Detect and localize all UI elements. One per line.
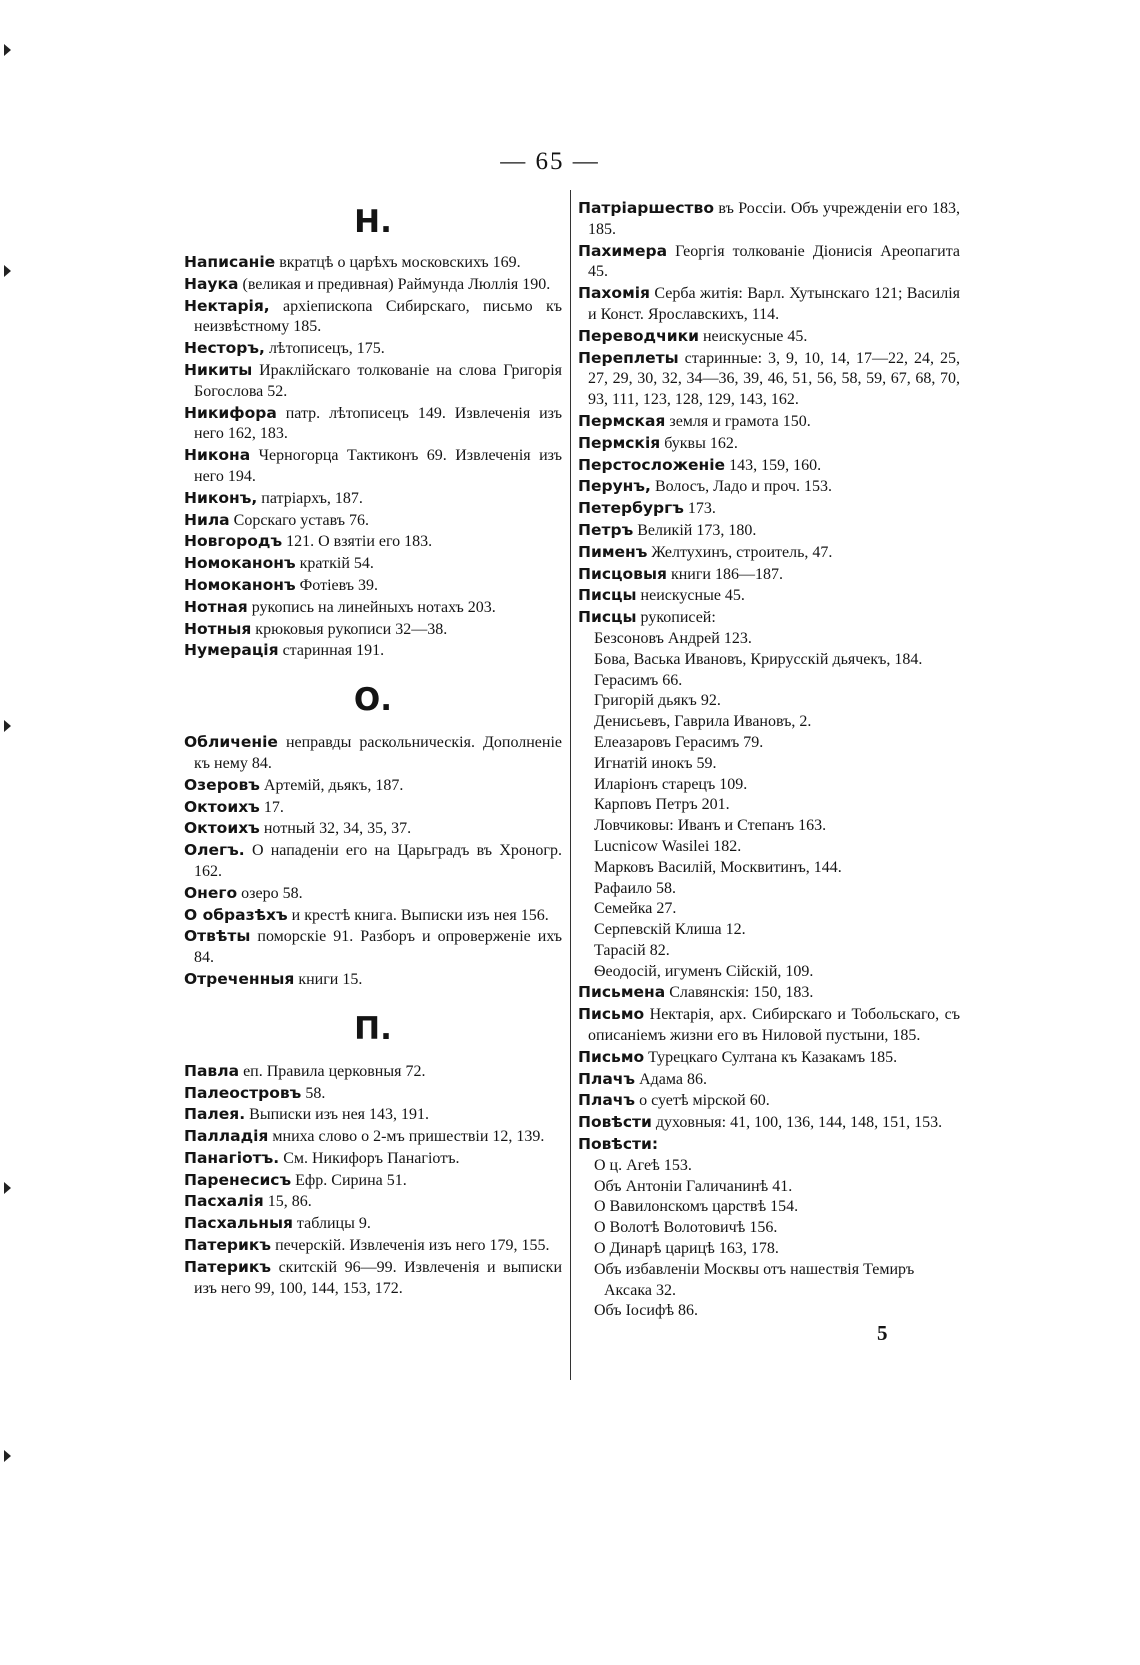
entry-headword: Новгородъ [184, 532, 283, 551]
entry-headword: Пасхальныя [184, 1214, 293, 1233]
entry-text: озеро 58. [241, 884, 303, 902]
index-entry [184, 883, 562, 905]
right-column [578, 198, 960, 1322]
entry-headword: Плачъ [578, 1069, 636, 1088]
index-entry [578, 982, 960, 1004]
index-entry [184, 296, 562, 339]
entry-text: старинная 191. [282, 642, 385, 660]
entry-headword: Пахимера [578, 241, 668, 260]
entry-headword: Петербургъ [578, 499, 684, 518]
entry-text: Георгія толкованіе Діонисія Ареопагита 45. [588, 242, 961, 281]
entry-text: въ Россіи. Объ учрежденіи его 183, 185. [588, 200, 960, 238]
entry-headword: Никонъ, [184, 488, 258, 507]
entry-headword: Писцы [578, 586, 637, 605]
entry-text: Фотіевъ 39. [299, 576, 379, 594]
entry-text: Волосъ, Ладо и проч. 153. [654, 478, 833, 496]
entry-headword: Отвѣты [184, 927, 251, 946]
entry-headword: Патріаршество [578, 199, 714, 217]
tale-item: Объ избавленіи Москвы отъ нашествія Темиръ Аксака 32. [594, 1260, 915, 1299]
entry-text: Выписки изъ нея 143, 191. [249, 1106, 430, 1124]
scribe-item: Елеазаровъ Герасимъ 79. [594, 733, 764, 751]
entry-text: Нектарія, арх. Сибирскаго и Тобольскаго, съ описаніемъ жизни его въ Ниловой пустыни, 185. [588, 1006, 960, 1045]
entry-headword: Петръ [578, 520, 634, 539]
index-entry [184, 840, 562, 883]
scribe-item: Герасимъ 66. [594, 671, 683, 689]
entry-text: О нападеніи его на Царьградъ въ Хроногр. 162. [194, 842, 562, 880]
entry-text: мниха слово о 2-мъ пришествіи 12, 139. [272, 1128, 545, 1146]
index-entry [184, 252, 562, 274]
entry-headword: Несторъ, [184, 339, 265, 358]
index-entry [578, 1134, 960, 1156]
entry-text: 173. [687, 500, 716, 518]
entry-headword: Пасхалія [184, 1192, 264, 1211]
entry-headword: Палея. [184, 1105, 246, 1124]
index-entry [578, 1004, 960, 1047]
entry-headword: Октоихъ [184, 819, 260, 838]
index-entry [578, 607, 960, 629]
index-entry [184, 1126, 562, 1148]
index-entry [578, 241, 960, 284]
entry-headword: Нотныя [184, 619, 252, 638]
index-entry [184, 575, 562, 597]
entry-text: крюковыя рукописи 32—38. [255, 620, 448, 638]
margin-mark-icon [4, 720, 11, 732]
scribe-item: Григорій дьякъ 92. [594, 692, 721, 710]
scribe-item: Серпевскій Клиша 12. [594, 921, 746, 939]
entry-text: (великая и предивная) Раймунда Люллія 190. [242, 275, 551, 293]
index-entry [184, 553, 562, 575]
index-entry [184, 1148, 562, 1170]
entry-text: еп. Правила церковныя 72. [243, 1062, 426, 1080]
left-column [184, 198, 562, 1299]
entry-headword: Пахомія [578, 284, 651, 303]
index-entry [184, 597, 562, 619]
entry-headword: Панагіотъ. [184, 1148, 280, 1167]
entry-headword: Переводчики [578, 326, 699, 345]
entry-text: Черногорца Тактиконъ 69. Извлеченія изъ него 194. [194, 447, 562, 485]
index-entry [578, 498, 960, 520]
entry-text: о суетѣ мірской 60. [639, 1092, 770, 1110]
entry-text: нотный 32, 34, 35, 37. [263, 820, 412, 838]
index-entry [578, 564, 960, 586]
entry-headword: Отреченныя [184, 969, 295, 988]
entry-text: Адама 86. [639, 1070, 707, 1088]
scribe-item: Денисьевъ, Гаврила Ивановъ, 2. [594, 713, 812, 731]
entry-headword: Нумерація [184, 641, 279, 660]
entry-headword: Нила [184, 510, 230, 529]
entry-text: Артемій, дьякъ, 187. [263, 776, 404, 794]
entry-headword: Палеостровъ [184, 1083, 302, 1102]
entry-text: Серба житія: Варл. Хутынскаго 121; Василія и Конст. Ярославскихъ, 114. [588, 285, 960, 323]
entry-text: и крестѣ книга. Выписки изъ нея 156. [291, 906, 549, 924]
index-entry [184, 1213, 562, 1235]
index-entry [184, 488, 562, 510]
index-entry [184, 1061, 562, 1083]
margin-mark-icon [4, 265, 11, 277]
index-entry [578, 476, 960, 498]
entry-headword: Пермскія [578, 433, 661, 452]
entry-text: патріархъ, 187. [261, 489, 363, 507]
entry-text: архіепископа Сибирскаго, письмо къ неизвѣстному 185. [194, 297, 563, 336]
entry-text: 15, 86. [267, 1193, 312, 1211]
index-entry [184, 445, 562, 488]
entry-text: 17. [263, 798, 284, 816]
index-entry [578, 542, 960, 564]
entry-headword: Номоканонъ [184, 575, 296, 594]
index-entry [184, 531, 562, 553]
entry-text: неискусные 45. [640, 587, 745, 605]
entry-text: таблицы 9. [296, 1215, 371, 1233]
scribe-item: Бова, Васька Ивановъ, Крирусскій дьячекъ, 184. [594, 650, 923, 668]
section-letter-o: О. [353, 682, 393, 719]
index-entry [184, 1170, 562, 1192]
index-entry [184, 905, 562, 927]
index-entry [184, 732, 562, 775]
entry-headword: Письмо [578, 1047, 645, 1066]
index-entry [184, 360, 562, 403]
index-entry [184, 775, 562, 797]
entry-headword: Палладія [184, 1127, 269, 1146]
index-entry [184, 797, 562, 819]
scribe-item: Lucnicow Wasilei 182. [594, 837, 742, 855]
index-entry [184, 1235, 562, 1257]
entry-headword: Плачъ [578, 1091, 636, 1110]
entry-text: печерскій. Извлеченія изъ него 179, 155. [275, 1237, 550, 1255]
entry-text: духовныя: 41, 100, 136, 144, 148, 151, 153. [655, 1114, 943, 1132]
scribe-item: Безсоновъ Андрей 123. [594, 629, 752, 647]
scribe-item: Тарасій 82. [594, 941, 670, 959]
entry-text: Ираклійскаго толкованіе на слова Григорія Богослова 52. [194, 361, 563, 400]
index-entry [184, 274, 562, 296]
entry-headword: Писцы [578, 608, 637, 627]
entry-text: См. Никифоръ Панагіотъ. [283, 1149, 460, 1167]
entry-headword: Павла [184, 1061, 240, 1080]
entry-text: неискусные 45. [702, 327, 808, 345]
tale-item: О Вавилонскомъ царствѣ 154. [594, 1198, 799, 1216]
entry-headword: Письмо [578, 1005, 645, 1024]
column-divider [570, 190, 571, 1380]
index-entry [578, 1069, 960, 1091]
index-entry [184, 1104, 562, 1126]
index-entry [184, 338, 562, 360]
tale-item: Объ Антоніи Галичанинѣ 41. [594, 1177, 793, 1195]
scribe-item: Ѳеодосій, игуменъ Сійскій, 109. [594, 962, 814, 980]
scribe-item: Марковъ Василій, Москвитинъ, 144. [594, 858, 842, 876]
entry-headword: Нотная [184, 597, 248, 616]
entry-text: скитскій 96—99. Извлеченія и выписки изъ него 99, 100, 144, 153, 172. [194, 1258, 562, 1297]
entry-text: Сорскаго уставъ 76. [233, 511, 370, 529]
entry-headword: Обличеніе [184, 733, 278, 752]
index-entry [184, 403, 562, 446]
entry-text: рукописей: [640, 609, 716, 627]
index-entry [578, 348, 960, 411]
index-entry [578, 411, 960, 433]
signature-number: 5 [877, 1321, 888, 1345]
entry-text: буквы 162. [664, 434, 738, 452]
entry-headword: Переплеты [578, 348, 679, 367]
index-entry [578, 433, 960, 455]
entry-text: книги 15. [298, 970, 363, 988]
index-entry [578, 283, 960, 326]
index-entry [184, 640, 562, 662]
index-entry [184, 1257, 562, 1300]
entry-headword: Никона [184, 446, 251, 465]
section-letter-n: Н. [354, 204, 392, 240]
entry-headword: Олегъ. [184, 841, 245, 860]
entry-headword: Пермская [578, 411, 666, 430]
entry-text: старинные: 3, 9, 10, 14, 17—22, 24, 25, 27, 29, 30, 32, 34—36, 39, 46, 51, 56, 58, 59, 67, 68, 70, 93, 111, 123, 128, 129, 143, 162. [588, 349, 961, 409]
entry-headword: Пименъ [578, 542, 648, 561]
entry-text: Ефр. Сирина 51. [295, 1171, 407, 1189]
index-entry [578, 1047, 960, 1069]
scribe-item: Игнатій инокъ 59. [594, 754, 717, 772]
entry-text: Турецкаго Султана къ Казакамъ 185. [648, 1048, 898, 1066]
index-entry [184, 969, 562, 991]
entry-text: лѣтописецъ, 175. [268, 340, 385, 358]
entry-text: неправды раскольническія. Дополненіе къ нему 84. [194, 734, 563, 772]
scribe-item: Ловчиковы: Иванъ и Степанъ 163. [594, 817, 827, 835]
entry-text: поморскіе 91. Разборъ и опроверженіе ихъ 84. [194, 928, 563, 967]
scribe-item: Карповъ Петръ 201. [594, 796, 730, 814]
entry-text: 121. О взятіи его 183. [286, 533, 433, 551]
entry-text: патр. лѣтописецъ 149. Извлеченія изъ него 162, 183. [194, 404, 563, 443]
entry-text: краткій 54. [299, 555, 374, 573]
entry-headword: Патерикъ [184, 1236, 272, 1255]
index-entry [578, 455, 960, 477]
entry-text: Славянскія: 150, 183. [669, 984, 814, 1002]
entry-headword: Онего [184, 883, 238, 902]
entry-text: Желтухинъ, строитель, 47. [651, 543, 833, 561]
entry-text: земля и грамота 150. [669, 412, 811, 430]
entry-headword: Нектарія, [184, 296, 270, 315]
index-entry [184, 818, 562, 840]
entry-headword: О образѣхъ [184, 905, 288, 924]
entry-headword: Патерикъ [184, 1257, 272, 1276]
scribe-item: Семейка 27. [594, 900, 677, 918]
entry-headword: Письмена [578, 983, 666, 1002]
entry-headword: Писцовыя [578, 564, 667, 583]
page-number: — 65 — [500, 148, 600, 175]
index-entry [578, 1090, 960, 1112]
index-entry [184, 1191, 562, 1213]
index-entry [184, 619, 562, 641]
entry-headword: Перстосложеніе [578, 455, 726, 474]
entry-headword: Никиты [184, 360, 253, 379]
section-letter-p: П. [354, 1010, 392, 1047]
index-entry [184, 510, 562, 532]
margin-mark-icon [4, 44, 11, 56]
tale-item: О ц. Агеѣ 153. [594, 1156, 692, 1174]
tale-item: Объ Іосифѣ 86. [594, 1302, 699, 1320]
scribe-item: Рафаило 58. [594, 879, 677, 897]
entry-headword: Повѣсти: [578, 1135, 659, 1154]
entry-text: 143, 159, 160. [729, 456, 822, 474]
index-entry [184, 1083, 562, 1105]
entry-headword: Никифора [184, 403, 277, 422]
entry-text: вкратцѣ о царѣхъ московскихъ 169. [279, 254, 521, 271]
index-entry [578, 585, 960, 607]
margin-mark-icon [4, 1450, 11, 1462]
entry-text: книги 186—187. [670, 565, 783, 583]
entry-headword: Написаніе [184, 253, 276, 271]
tale-item: О Динарѣ царицѣ 163, 178. [594, 1240, 779, 1258]
entry-headword: Наука [184, 274, 239, 293]
entry-headword: Озеровъ [184, 775, 260, 794]
entry-headword: Паренесисъ [184, 1170, 292, 1189]
entry-headword: Повѣсти [578, 1113, 652, 1132]
index-entry [578, 198, 960, 241]
entry-text: Великій 173, 180. [637, 521, 757, 539]
entry-headword: Перунъ, [578, 477, 651, 496]
index-entry [578, 520, 960, 542]
index-entry [578, 326, 960, 348]
entry-text: рукопись на линейныхъ нотахъ 203. [251, 598, 496, 616]
entry-text: 58. [305, 1084, 326, 1102]
margin-mark-icon [4, 1182, 11, 1194]
index-entry [578, 1112, 960, 1134]
entry-headword: Октоихъ [184, 797, 260, 816]
entry-headword: Номоканонъ [184, 554, 296, 573]
tale-item: О Волотѣ Волотовичѣ 156. [594, 1219, 778, 1237]
scribe-item: Иларіонъ старецъ 109. [594, 775, 748, 793]
index-entry [184, 926, 562, 969]
